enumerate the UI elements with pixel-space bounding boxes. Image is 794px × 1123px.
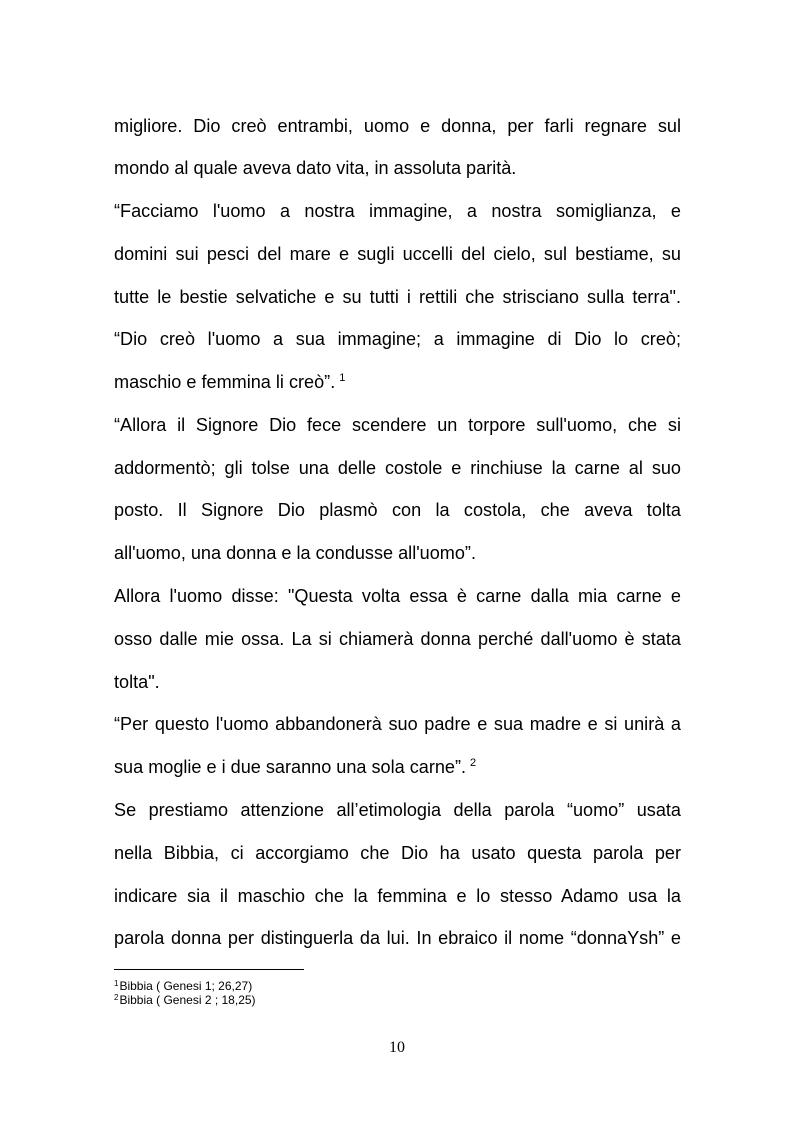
body-line-20: parola donna per distinguerla da lui. In ebraico il nome “donnaYsh” e <box>114 928 681 948</box>
body-line-12: Allora l'uomo disse: "Questa volta essa è carne dalla mia carne e <box>114 586 681 606</box>
body-line-9: addormentò; gli tolse una delle costole e rinchiuse la carne al suo <box>114 458 681 478</box>
body-line-4: domini sui pesci del mare e sugli uccelli del cielo, sul bestiame, su <box>114 244 681 264</box>
body-line-17: Se prestiamo attenzione all’etimologia della parola “uomo” usata <box>114 800 681 820</box>
page-number: 10 <box>389 1039 405 1056</box>
body-line-8: “Allora il Signore Dio fece scendere un torpore sull'uomo, che si <box>114 415 681 435</box>
body-line-2: mondo al quale aveva dato vita, in assoluta parità. <box>114 158 517 178</box>
footnote-1-marker: 1 <box>114 979 119 988</box>
body-line-19: indicare sia il maschio che la femmina e lo stesso Adamo usa la <box>114 886 681 906</box>
body-line-6: “Dio creò l'uomo a sua immagine; a immagine di Dio lo creò; <box>114 329 681 349</box>
body-line-11: all'uomo, una donna e la condusse all'uomo”. <box>114 543 476 563</box>
body-line-16-text: sua moglie e i due saranno una sola carne”. <box>114 757 467 777</box>
footnote-1 <box>114 979 252 993</box>
body-line-10: posto. Il Signore Dio plasmò con la costola, che aveva tolta <box>114 500 681 520</box>
footnote-2 <box>114 993 256 1007</box>
body-line-16 <box>114 755 681 779</box>
body-line-15: “Per questo l'uomo abbandonerà suo padre e sua madre e si unirà a <box>114 714 681 734</box>
body-line-7-text: maschio e femmina li creò”. <box>114 372 336 392</box>
body-line-7 <box>114 370 681 394</box>
footnote-ref-2: 2 <box>470 757 477 769</box>
footnote-2-marker: 2 <box>114 993 119 1002</box>
body-line-14: tolta". <box>114 672 160 692</box>
body-line-3: “Facciamo l'uomo a nostra immagine, a nostra somiglianza, e <box>114 201 681 221</box>
body-line-5: tutte le bestie selvatiche e su tutti i rettili che strisciano sulla terra". <box>114 287 681 307</box>
body-line-13: osso dalle mie ossa. La si chiamerà donna perché dall'uomo è stata <box>114 629 681 649</box>
footnote-1-text: Bibbia ( Genesi 1; 26,27) <box>119 979 253 993</box>
footnote-separator <box>114 969 304 970</box>
footnote-ref-1: 1 <box>339 372 346 384</box>
footnote-2-text: Bibbia ( Genesi 2 ; 18,25) <box>119 993 256 1007</box>
body-line-18: nella Bibbia, ci accorgiamo che Dio ha usato questa parola per <box>114 843 681 863</box>
body-line-1: migliore. Dio creò entrambi, uomo e donna, per farli regnare sul <box>114 116 681 136</box>
